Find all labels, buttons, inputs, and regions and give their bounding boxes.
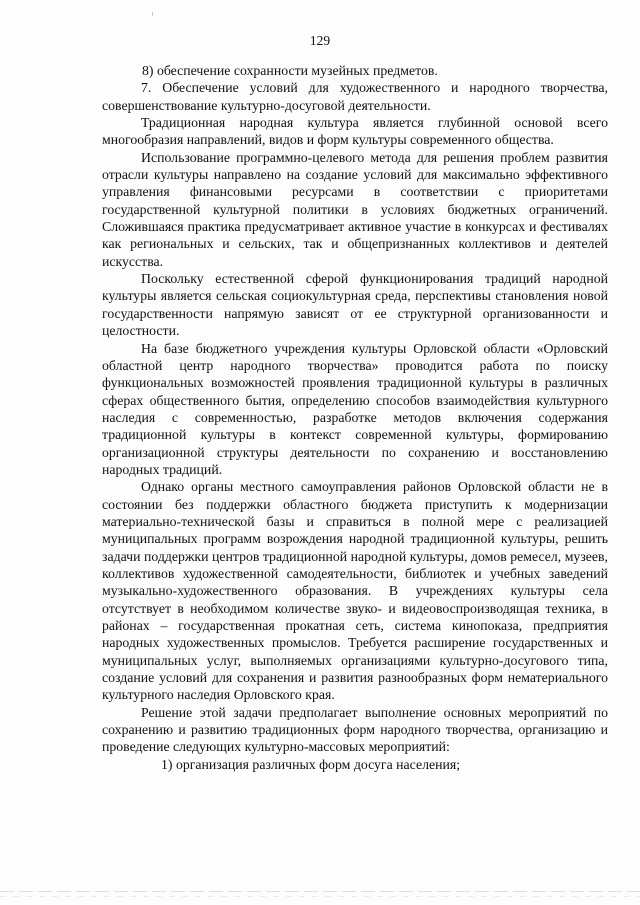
paragraph-traditional-culture: Традиционная народная культура является глубинной основой всего многообразия направлений, видов и форм культуры современного общества. xyxy=(102,115,608,148)
page-number: 129 xyxy=(309,33,331,48)
scan-edge-artifact xyxy=(0,891,640,892)
paragraph-program-method: Использование программно-целевого метода для решения проблем развития отрасли культуры направлено на создание условий для максимально эффективного управления финансовыми ресурсами в соответствии с приоритетами государственной культурной политики в условиях бюджетных ограничений. Сложившаяся практика предусматривает активное участие в конкурсах и фестивалях как региональных и сельских, так и общепризнанных коллективов и деятелей искусства. xyxy=(102,149,608,269)
paragraph-local-government: Однако органы местного самоуправления районов Орловской области не в состоянии без поддержки областного бюджета приступить к модернизации материально-технической базы и справиться в полной мере с реализацией муниципальных программ возрождения народной традиционной культуры, решить задачи поддержки центров традиционной народной культуры, домов ремесел, музеев, коллективов художественной самодеятельности, библиотек и учебных заведений музыкально-художественного образования. В учреждениях культуры села отсутствует в необходимом количестве звуко- и видеовоспроизводящая техника, в районах – государственная прокатная сеть, система кинопоказа, предприятия народных художественных промыслов. Требуется расширение государственных и муниципальных услуг, выполняемых организациями культурно-досугового типа, создание условий для сохранения и развития разнообразных форм нематериального культурного наследия Орловского края. xyxy=(102,479,608,703)
document-body xyxy=(102,62,608,773)
paragraph-folk-center: На базе бюджетного учреждения культуры Орловской области «Орловский областной центр народного творчества» проводится работа по поиску функциональных возможностей проявления традиционной культуры в различных сферах общественного бытия, определению способов взаимодействия культурного наследия с современностью, разработке методов включения содержания традиционной культуры в контекст современной культуры, формированию организационной структуры деятельности по сохранению и восстановлению народных традиций. xyxy=(102,340,608,477)
paragraph-rural-environment: Поскольку естественной сферой функционирования традиций народной культуры является сельская социокультурная среда, перспективы становления новой государственности напрямую зависят от ее структурной организованности и целостности. xyxy=(102,271,608,339)
section-7-heading: 7. Обеспечение условий для художественного и народного творчества, совершенствование культурно-досуговой деятельности. xyxy=(102,80,608,113)
list-item-8: 8) обеспечение сохранности музейных предметов. xyxy=(142,63,438,78)
scan-mark xyxy=(152,12,153,16)
paragraph-task-solution: Решение этой задачи предполагает выполнение основных мероприятий по сохранению и развитию традиционных форм народного творчества, организацию и проведение следующих культурно-массовых мероприятий: xyxy=(102,704,608,755)
scan-edge-artifact xyxy=(0,896,640,897)
list-item-1: 1) организация различных форм досуга населения; xyxy=(161,756,461,772)
